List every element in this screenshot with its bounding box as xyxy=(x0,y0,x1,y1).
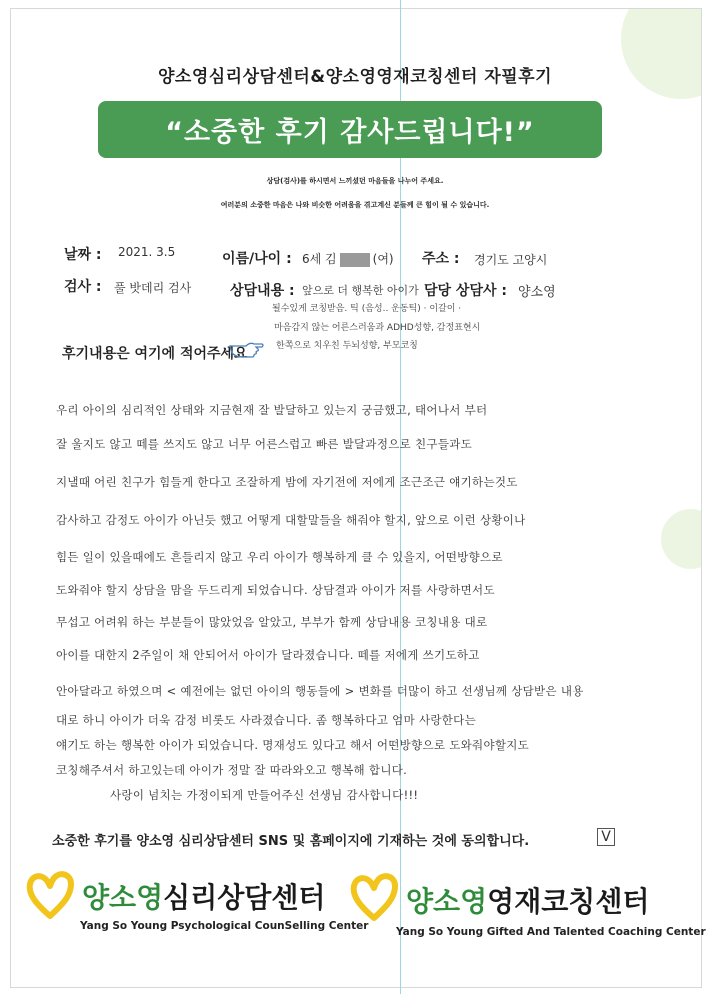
logo-coaching-subtitle: Yang So Young Gifted And Talented Coaching Center xyxy=(396,926,706,938)
logo-brand-green: 양소영 xyxy=(82,881,164,914)
review-line: 우리 아이의 심리적인 상태와 지금현재 잘 발달하고 있는지 궁금했고, 태어나서 부터 xyxy=(56,403,488,417)
counsel-content-line-3: 마음감지 않는 어른스러움과 ADHD성향, 감정표현시 xyxy=(274,323,481,333)
heart-logo-icon xyxy=(26,870,74,920)
pointing-hand-icon xyxy=(228,338,264,358)
logo-psych-subtitle: Yang So Young Psychological CounSelling Center xyxy=(80,920,369,932)
counsel-content-line-2: 될수있게 코칭받음. 틱 (음성.. 운동틱) · 이갈이 · xyxy=(272,304,462,314)
page-title: 양소영심리상담센터&양소영영재코칭센터 자필후기 xyxy=(157,67,553,87)
intro-line-1: 상담(검사)를 하시면서 느끼셨던 마음들을 나누어 주세요. xyxy=(266,177,444,185)
review-line: 힘든 일이 있을때에도 흔들리지 않고 우리 아이가 행복하게 클 수 있을지, 어떤방향으로 xyxy=(56,550,503,564)
review-line: 잘 울지도 않고 떼를 쓰지도 않고 너무 어른스럽고 빠른 발달과정으로 친구들과도 xyxy=(56,437,473,451)
logo-psych-center xyxy=(82,876,325,916)
review-line: 아이를 대한지 2주일이 채 안되어서 아이가 달라졌습니다. 떼를 저에게 쓰기도하고 xyxy=(56,648,480,662)
name-age-label: 이름/나이 : xyxy=(222,251,292,267)
logo-brand-black: 영재코칭센터 xyxy=(487,885,650,918)
counsel-content-label: 상담내용 : xyxy=(230,283,295,299)
review-label: 후기내용은 여기에 적어주세요 xyxy=(62,346,248,362)
date-label: 날짜 : xyxy=(64,247,102,263)
counsel-content-line-4: 한쪽으로 치우친 두뇌성향, 부모코칭 xyxy=(276,341,418,351)
name-age-value xyxy=(302,250,394,267)
intro-line-2: 여러분의 소중한 마음은 나와 비슷한 어려움을 겪고계신 분들께 큰 힘이 될 수 있습니다. xyxy=(220,201,490,209)
review-line: 안아달라고 하였으며 < 예전에는 없던 아이의 행동들에 > 변화를 더많이 하고 선생님께 상담받은 내용 xyxy=(56,684,584,698)
review-line: 얘기도 하는 행복한 아이가 되었습니다. 명재성도 있다고 해서 어떤방향으로 도와줘야할지도 xyxy=(56,738,530,752)
review-line: 도와줘야 할지 상담을 맘을 두드리게 되었습니다. 상담결과 아이가 저를 사랑하면서도 xyxy=(56,583,495,597)
review-line: 사랑이 넘치는 가정이되게 만들어주신 선생님 감사합니다!!! xyxy=(110,788,419,802)
review-line: 대로 하니 아이가 더욱 감정 비롯도 사라졌습니다. 좀 행복하다고 엄마 사랑한다는 xyxy=(56,713,477,727)
thanks-banner xyxy=(98,101,602,158)
test-label: 검사 : xyxy=(64,279,102,295)
counsel-content-line-1: 앞으로 더 행복한 아이가 xyxy=(302,284,419,297)
name-suffix: (여) xyxy=(372,252,394,266)
logo-coaching-center xyxy=(406,880,649,920)
heart-logo-icon xyxy=(350,872,398,922)
date-value: 2021. 3.5 xyxy=(118,245,176,259)
counselor-value: 양소영 xyxy=(518,285,556,300)
address-label: 주소 : xyxy=(422,251,460,267)
address-value: 경기도 고양시 xyxy=(474,253,548,267)
consent-text: 소중한 후기를 양소영 심리상담센터 SNS 및 홈페이지에 기재하는 것에 동의합니다. xyxy=(52,834,530,849)
banner-text: “소중한 후기 감사드립니다!” xyxy=(165,117,535,148)
test-value: 풀 밧데리 검사 xyxy=(114,281,192,295)
review-line: 지낼때 어린 친구가 힘들게 한다고 조잘하게 밤에 자기전에 저에게 조근조근 얘기하는것도 xyxy=(56,475,518,489)
counselor-label: 담당 상담사 : xyxy=(424,283,507,299)
logo-brand-green: 양소영 xyxy=(406,885,488,918)
review-line: 감사하고 감정도 아이가 아닌듯 했고 어떻게 대할말들을 해줘야 할지, 앞으로 이런 상황이나 xyxy=(56,513,526,527)
review-line: 코칭해주셔서 하고있는데 아이가 정말 잘 따라와오고 행복해 합니다. xyxy=(56,763,408,777)
consent-checkbox[interactable]: V xyxy=(597,828,615,846)
logo-brand-black: 심리상담센터 xyxy=(163,881,326,914)
decoration-circle xyxy=(661,509,702,569)
name-prefix: 6세 김 xyxy=(302,252,337,266)
review-line: 무섭고 어려워 하는 부분들이 많았었음 알았고, 부부가 함께 상담내용 코칭내용 대로 xyxy=(56,615,488,629)
redacted-name xyxy=(340,253,370,267)
